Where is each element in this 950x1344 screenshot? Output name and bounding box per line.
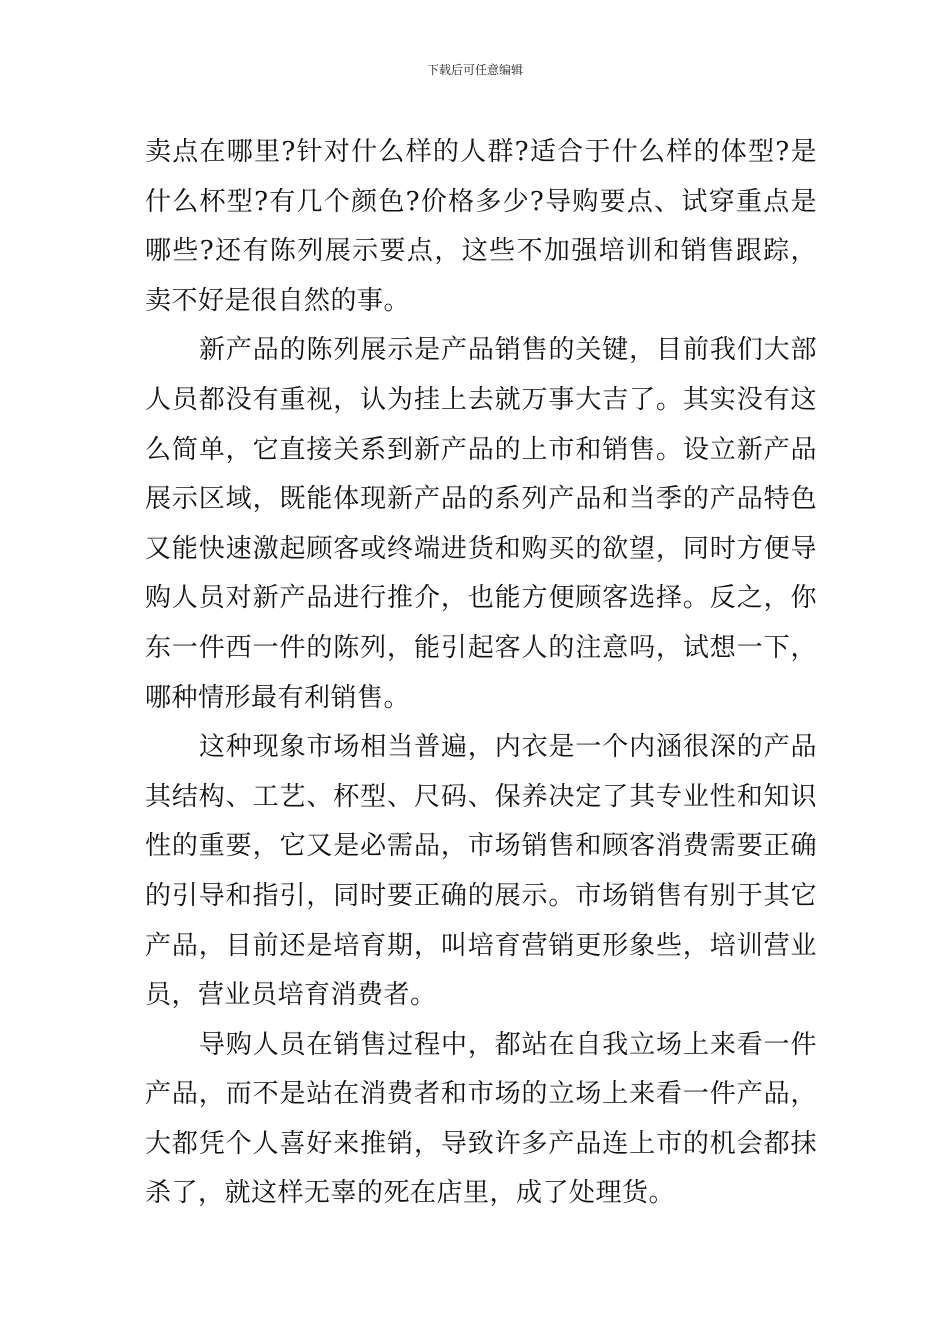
paragraph-2: 新产品的陈列展示是产品销售的关键，目前我们大部人员都没有重视，认为挂上去就万事大吉了。其实没有这么简单，它直接关系到新产品的上市和销售。设立新产品展示区域，既能体现新产品的系列产品和当季的产品特色又能快速激起顾客或终端进货和购买的欲望，同时方便导购人员对新产品进行推介，也能方便顾客选择。反之，你东一件西一件的陈列，能引起客人的注意吗，试想一下，哪种情形最有利销售。 [145,335,817,713]
page-header: 下载后可任意编辑 [426,63,523,77]
paragraph-3: 这种现象市场相当普遍，内衣是一个内涵很深的产品其结构、工艺、杯型、尺码、保养决定了其专业性和知识性的重要，它又是必需品，市场销售和顾客消费需要正确的引导和指引，同时要正确的展示。市场销售有别于其它产品，目前还是培育期，叫培育营销更形象些，培训营业员，营业员培育消费者。 [145,732,817,1011]
document-body [145,128,817,1219]
paragraph-1: 卖点在哪里?针对什么样的人群?适合于什么样的体型?是什么杯型?有几个颜色?价格多少?导购要点、试穿重点是哪些?还有陈列展示要点，这些不加强培训和销售跟踪，卖不好是很自然的事。 [145,137,817,316]
paragraph-4: 导购人员在销售过程中，都站在自我立场上来看一件产品，而不是站在消费者和市场的立场上来看一件产品，大都凭个人喜好来推销，导致许多产品连上市的机会都抹杀了，就这样无辜的死在店里，成了处理货。 [145,1029,817,1209]
